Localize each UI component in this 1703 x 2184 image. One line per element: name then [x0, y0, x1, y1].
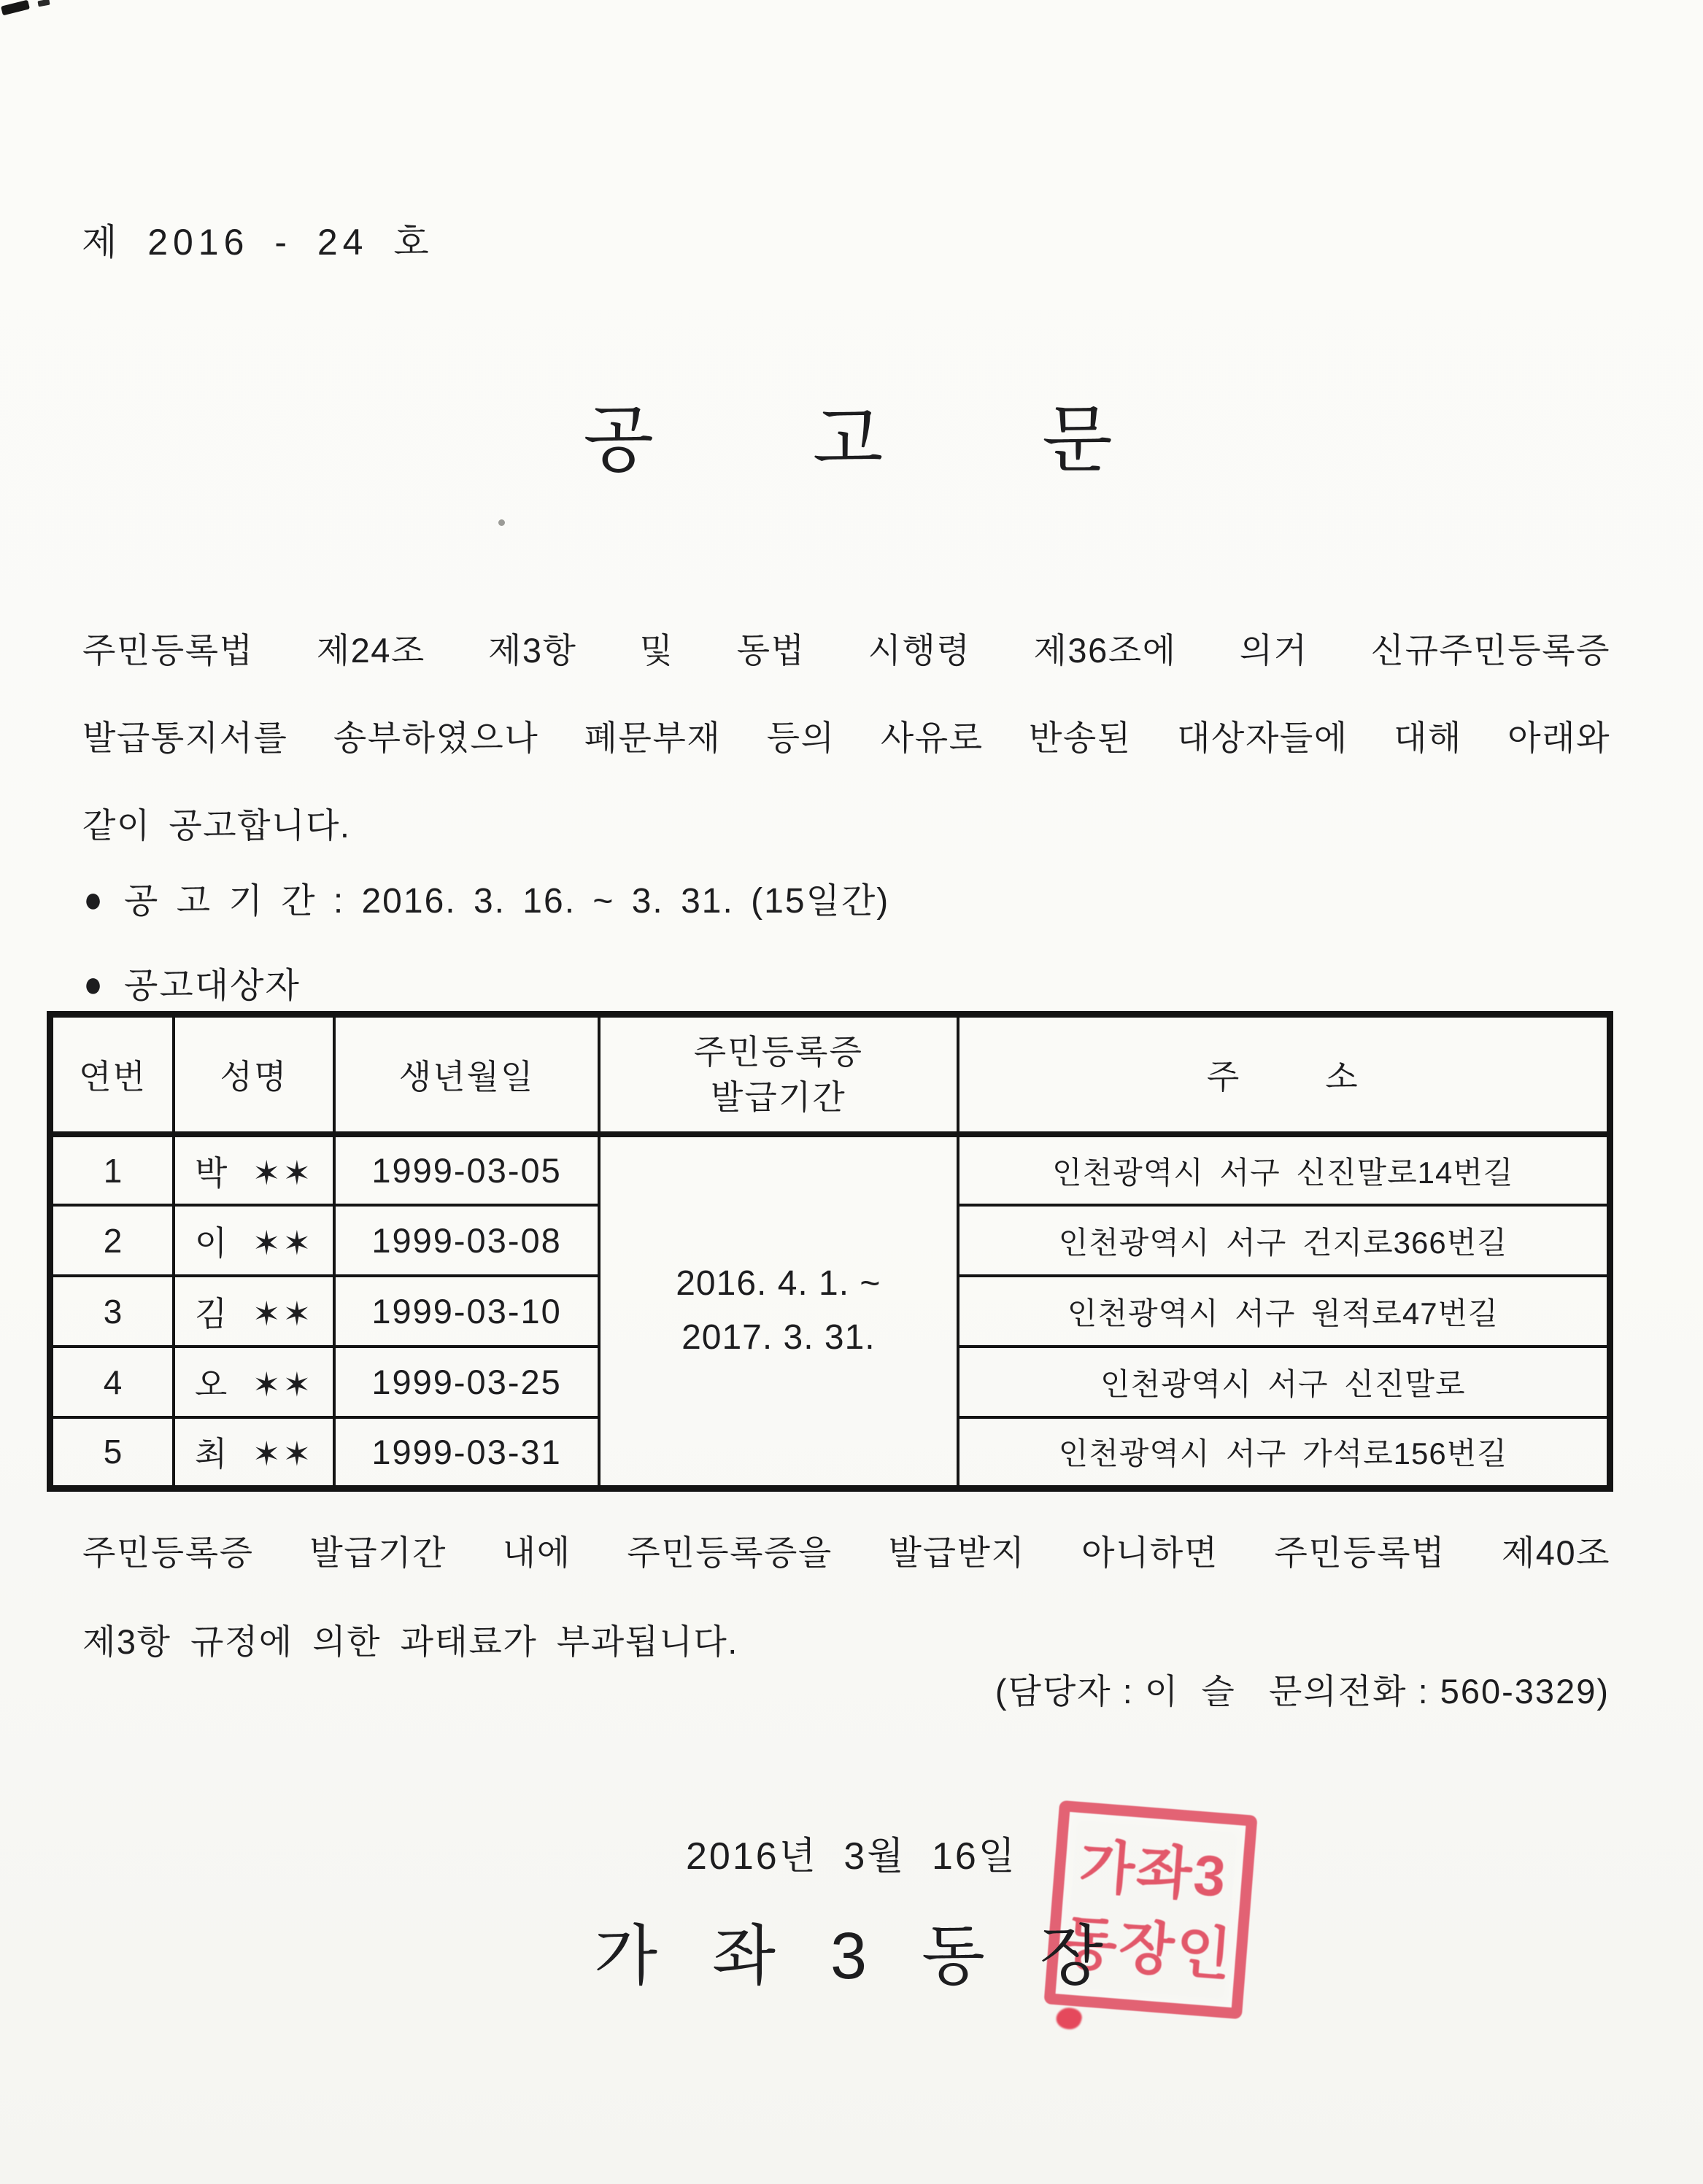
document-number: 제 2016 - 24 호: [82, 222, 434, 263]
scan-artifact: [498, 519, 505, 526]
issue-date: 2016년 3월 16일: [685, 1835, 1018, 1878]
stamp-text-line2: 동장인: [1059, 1909, 1236, 1987]
cell-no: 1: [50, 1134, 174, 1205]
col-header-no: 연번: [50, 1015, 174, 1135]
bullet-icon: ●: [83, 964, 104, 1005]
cell-address: 인천광역시 서구 건지로366번길: [958, 1205, 1610, 1276]
cell-birth: 1999-03-25: [334, 1347, 599, 1417]
cell-no: 4: [50, 1347, 174, 1417]
cell-no: 5: [50, 1417, 174, 1488]
col-header-issue-period: [599, 1015, 957, 1135]
cell-issue-period: [599, 1134, 957, 1488]
cell-address: 인천광역시 서구 신진말로: [958, 1347, 1610, 1417]
cell-address: 인천광역시 서구 가석로156번길: [958, 1417, 1610, 1488]
cell-birth: 1999-03-08: [334, 1205, 599, 1276]
table-header-row: [50, 1015, 1610, 1135]
cell-no: 3: [50, 1276, 174, 1347]
penalty-paragraph: [82, 1509, 1610, 1687]
cell-birth: 1999-03-10: [334, 1276, 599, 1347]
notice-period-line: [82, 872, 889, 923]
issue-period-line1: 2016. 4. 1. ~: [676, 1264, 881, 1304]
table-row: [50, 1134, 1610, 1205]
contact-line: (담당자 : 이 슬 문의전화 : 560-3329): [995, 1672, 1610, 1711]
notice-subjects-line: [82, 957, 301, 1007]
penalty-line-1: 주민등록증 발급기간 내에 주민등록증을 발급받지 아니하면 주민등록법 제40조: [82, 1533, 1610, 1572]
cell-no: 2: [50, 1205, 174, 1276]
intro-line-1: 주민등록법 제24조 제3항 및 동법 시행령 제36조에 의거 신규주민등록증: [82, 631, 1610, 670]
col-header-issue-period-line2: 발급기간: [710, 1078, 846, 1116]
scan-artifact: [37, 0, 50, 7]
intro-line-3: 같이 공고합니다.: [82, 806, 351, 845]
notice-subjects-text: 공고대상자: [124, 967, 301, 1005]
cell-name: 김 ✶✶: [174, 1276, 334, 1347]
scan-artifact: [1, 0, 30, 15]
signature-title: 가 좌 3 동 장: [594, 1920, 1109, 1993]
col-header-address: 주 소: [958, 1015, 1610, 1135]
col-header-birth: 생년월일: [334, 1015, 599, 1135]
page-title: 공 고 문: [583, 399, 1120, 481]
col-header-issue-period-line1: 주민등록증: [693, 1033, 863, 1071]
cell-name: 박 ✶✶: [174, 1134, 334, 1205]
cell-birth: 1999-03-31: [334, 1417, 599, 1488]
cell-birth: 1999-03-05: [334, 1134, 599, 1205]
bullet-icon: ●: [83, 879, 104, 921]
issue-period-line2: 2017. 3. 31.: [681, 1318, 876, 1358]
intro-paragraph: [82, 607, 1610, 870]
penalty-line-2: 제3항 규정에 의한 과태료가 부과됩니다.: [82, 1622, 738, 1661]
cell-name: 최 ✶✶: [174, 1417, 334, 1488]
col-header-name: 성명: [174, 1015, 334, 1135]
intro-line-2: 발급통지서를 송부하였으나 폐문부재 등의 사유로 반송된 대상자들에 대해 아래와: [82, 719, 1610, 757]
cell-address: 인천광역시 서구 신진말로14번길: [958, 1134, 1610, 1205]
notice-period-text: 공 고 기 간 : 2016. 3. 16. ~ 3. 31. (15일간): [124, 882, 890, 921]
subjects-table: [47, 1011, 1613, 1492]
stamp-text-line1: 가좌3: [1077, 1833, 1230, 1909]
cell-name: 이 ✶✶: [174, 1205, 334, 1276]
stamp-ink-blot: [1054, 2004, 1084, 2032]
cell-name: 오 ✶✶: [174, 1347, 334, 1417]
cell-address: 인천광역시 서구 원적로47번길: [958, 1276, 1610, 1347]
